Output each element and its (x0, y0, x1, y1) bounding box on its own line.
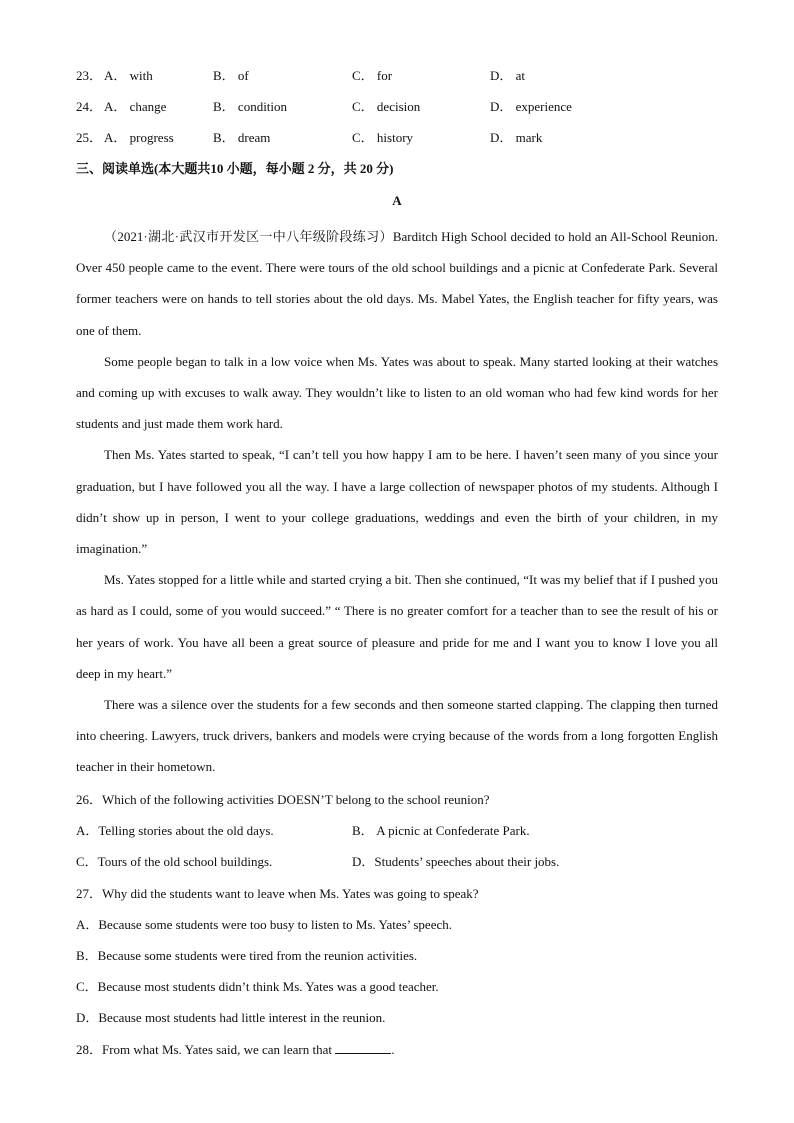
option-b: B． of (213, 68, 249, 83)
passage-paragraph: Some people began to talk in a low voice when Ms. Yates was about to speak. Many started looking at their watches and coming up with excuses to walk away. They wouldn’t like to listen to an old woman who had few kind words for her students and just made them work hard. (76, 353, 718, 432)
passage-paragraph: Then Ms. Yates started to speak, “I can’t tell you how happy I am to be here. I haven’t seen many of you since your graduation, but I have followed you all the way. I have a large collection of newspaper photos of my students. Although I didn’t show up in person, I went to your college graduations, weddings and even the birth of your children, in my imagination.” (76, 447, 718, 557)
question-24-options (76, 97, 726, 117)
question-26-row-2 (76, 846, 718, 877)
option-b: B． condition (213, 99, 288, 114)
question-27-option-b (76, 940, 718, 971)
option-b: B． A picnic at Confederate Park. (352, 823, 530, 839)
reading-passage (76, 221, 718, 783)
question-27-option-c (76, 971, 718, 1002)
question-list (76, 784, 718, 1065)
option-d: D． experience (490, 99, 572, 114)
option-a: A．Telling stories about the old days. (76, 823, 274, 839)
option-a: A． with (104, 68, 153, 83)
section-heading: 三、阅读单选(本大题共10 小题，每小题 2 分，共 20 分) (76, 161, 394, 176)
question-27-option-d (76, 1002, 718, 1033)
passage-label: A (392, 193, 402, 208)
question-28-stem (76, 1034, 718, 1065)
question-stem: 26．Which of the following activities DOESN’T belong to the school reunion? (76, 792, 490, 807)
option-d: D．Students’ speeches about their jobs. (352, 854, 560, 870)
question-27-option-a (76, 909, 718, 940)
question-stem: 28．From what Ms. Yates said, we can learn that (76, 1041, 332, 1057)
question-number: 24． (76, 99, 103, 114)
question-23-options (76, 66, 726, 86)
option-d: D． at (490, 68, 526, 83)
question-26-stem (76, 784, 718, 815)
option-a: A．Because some students were too busy to listen to Ms. Yates’ speech. (76, 916, 452, 932)
option-b: B．Because some students were tired from the reunion activities. (76, 947, 418, 963)
option-c: C．Because most students didn’t think Ms. Yates was a good teacher. (76, 979, 439, 995)
passage-paragraph: （2021·湖北·武汉市开发区一中八年级阶段练习）Barditch High School decided to hold an All-School Reunion. Over 450 people came to the event. There were tours of the old school buildings and a picnic at Confederate Park. Several former teachers were on hands to tell stories about the old days. Ms. Mabel Yates, the English teacher for fifty years, was one of them. (76, 229, 718, 338)
answer-blank[interactable] (335, 1041, 391, 1054)
option-c: C． for (352, 68, 393, 83)
option-b: B． dream (213, 130, 271, 145)
passage-paragraph: Ms. Yates stopped for a little while and started crying a bit. Then she continued, “It was my belief that if I pushed you as hard as I could, some of you would succeed.” “ There is no greater comfort for a teacher than to see the result of his or her years of work. You have all been a great source of pleasure and pride for me and I want you to know I love you all deep in my heart.” (76, 572, 718, 681)
passage-paragraph: There was a silence over the students for a few seconds and then someone started clapping. The clapping then turned into cheering. Lawyers, truck drivers, bankers and models were crying because of the words from a long forgotten English teacher in their hometown. (76, 697, 718, 775)
question-26-row-1 (76, 815, 718, 846)
option-c: C． decision (352, 99, 421, 114)
question-number: 25． (76, 130, 103, 145)
option-a: A． change (104, 99, 167, 114)
question-stem: 27．Why did the students want to leave when Ms. Yates was going to speak? (76, 885, 479, 901)
question-25-options (76, 128, 726, 148)
option-d: D．Because most students had little interest in the reunion. (76, 1010, 386, 1026)
option-c: C．Tours of the old school buildings. (76, 854, 273, 870)
option-d: D． mark (490, 130, 543, 145)
option-a: A． progress (104, 130, 174, 145)
question-27-stem (76, 878, 718, 909)
question-number: 23． (76, 68, 103, 83)
option-c: C． history (352, 130, 414, 145)
stem-end: . (391, 1041, 395, 1057)
